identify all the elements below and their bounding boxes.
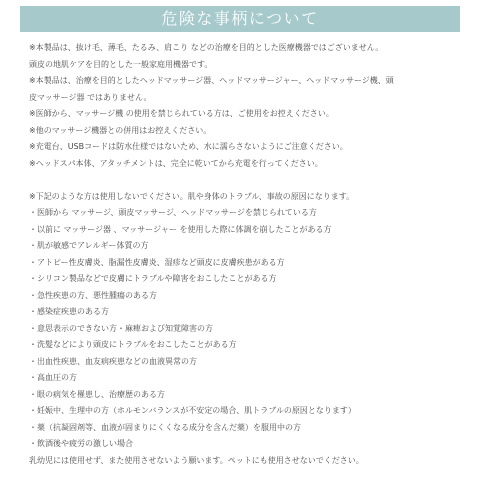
restriction-item: ・洗髪などにより頭皮にトラブルをおこしたことがある方	[29, 340, 237, 349]
notice-line: ※本製品は、治療を目的としたヘッドマッサージ器、ヘッドマッサージャー、ヘッドマッサージ機、頭	[29, 76, 394, 85]
restriction-item: ・感染症疾患のある方	[29, 307, 109, 316]
restriction-item: ・意思表示のできない方・麻痺および知覚障害の方	[29, 323, 213, 333]
notice-line: ※本製品は、抜け毛、薄毛、たるみ、肩こり などの治療を目的とした医療機器ではございません。	[29, 43, 384, 52]
notice-line: ※他のマッサージ機器との併用はお控えください。	[29, 125, 212, 135]
notice-line: ※ヘッドスパ本体、アタッチメントは、完全に乾いてから充電を行ってください。	[29, 158, 323, 168]
restriction-item: ・肌が敏感でアレルギー体質の方	[29, 241, 149, 250]
restrictions-intro: ※下記のような方は使用しないでください。肌や身体のトラブル、事故の原因になります。	[29, 191, 355, 201]
section-spacer	[29, 172, 459, 189]
restriction-item: ・医師から マッサージ、頭皮マッサージ、ヘッドマッサージを禁じられている方	[29, 208, 317, 217]
restriction-item: ・眼の病気を罹患し、治療歴のある方	[29, 389, 165, 399]
notice-line: 皮マッサージ器 ではありません。	[29, 92, 152, 102]
restriction-item: ・出血性疾患、血友病疾患などの血液異常の方	[29, 356, 197, 366]
notice-line: ※医師から、マッサージ機 の使用を禁じられている方は、ご使用をお控えください。	[29, 109, 334, 118]
footer-note: 乳幼児には使用せず、また使用させないよう願います。ペットにも使用させないでください。	[29, 455, 364, 465]
restriction-item: ・飲酒後や疲労の激しい場合	[29, 439, 133, 448]
restriction-item: ・急性疾患の方、悪性腫瘍のある方	[29, 290, 157, 300]
restriction-item: ・アトピー性皮膚炎、脂漏性皮膚炎、湿疹など頭皮に皮膚疾患がある方	[29, 257, 285, 267]
notice-line: ※充電台、USBコードは防水仕様ではないため、水に濡らさないようにご注意ください。	[29, 142, 348, 151]
page-title: 危険な事柄について	[161, 9, 319, 28]
warning-content	[29, 40, 459, 469]
title-banner	[20, 6, 460, 32]
notice-line: 頭皮の地肌ケアを目的とした一般家庭用機器です。	[29, 59, 213, 69]
restriction-item: ・シリコン製品などで皮膚にトラブルや障害をおこしたことがある方	[29, 274, 277, 283]
restriction-item: ・高血圧の方	[29, 373, 77, 382]
restriction-item: ・薬（抗凝固剤等、血液が固まりにくくなる成分を含んだ薬）を服用中の方	[29, 422, 301, 432]
restriction-item: ・以前に マッサージ器 、マッサージャー を使用した際に体調を崩したことがある方	[29, 224, 332, 234]
restriction-item: ・妊娠中、生理中の方（ホルモンバランスが不安定の場合、肌トラブルの原因となります）	[29, 406, 356, 415]
